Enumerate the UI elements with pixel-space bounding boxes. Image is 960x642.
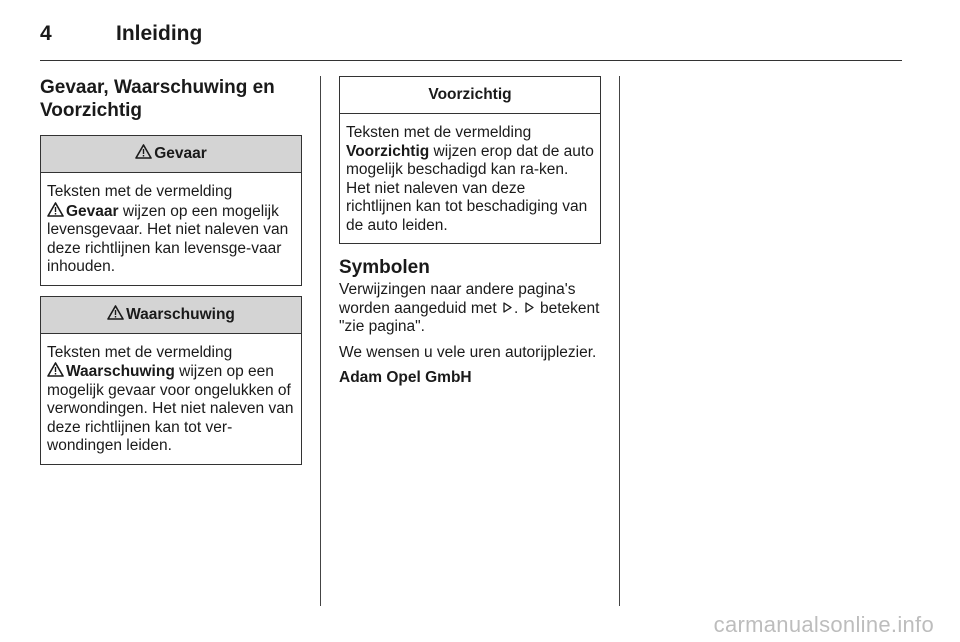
signature-text: Adam Opel GmbH: [339, 369, 472, 386]
column-divider: [619, 76, 620, 606]
gevaar-box-heading: [41, 136, 301, 173]
waarschuwing-text-after: wijzen op een mogelijk gevaar voor ongelukken of verwondingen. Het niet naleven van deze richtlijnen kan tot ver-wondingen leiden.: [47, 363, 294, 454]
watermark: carmanualsonline.info: [713, 612, 934, 637]
gevaar-box-body: [41, 173, 301, 285]
voorzichtig-text-after: wijzen erop dat de auto mogelijk beschadigd kan ra-ken. Het niet naleven van deze richtlijnen kan tot beschadiging van de auto leiden.: [346, 142, 594, 234]
page-header: [40, 20, 902, 60]
section-title: Gevaar, Waarschuwing en Voorzichtig: [40, 77, 275, 121]
page-reference-arrow-icon: [524, 302, 535, 313]
symbols-title: Symbolen: [339, 257, 430, 278]
gevaar-text-before: Teksten met de vermelding: [47, 183, 233, 200]
right-column: [339, 76, 601, 395]
symbols-paragraph: [339, 281, 601, 337]
chapter-title: Inleiding: [116, 22, 203, 45]
warning-triangle-icon: [107, 305, 124, 320]
voorzichtig-box-heading: Voorzichtig: [340, 77, 600, 114]
header-rule: [40, 60, 902, 61]
page-number: 4: [40, 22, 52, 45]
waarschuwing-box-heading: [41, 297, 301, 334]
waarschuwing-text-before: Teksten met de vermelding: [47, 343, 233, 361]
gevaar-heading-label: Gevaar: [154, 145, 207, 162]
waarschuwing-box: [40, 296, 302, 465]
left-column: [40, 76, 302, 475]
warning-triangle-icon: [47, 202, 64, 217]
gevaar-bold-term: Gevaar: [66, 202, 119, 220]
symbols-text-1: Verwijzingen naar andere pagina's worden aangeduid met: [339, 281, 576, 317]
gevaar-text-after: wijzen op een mogelijk levensgevaar. Het niet naleven van deze richtlijnen kan levensge-vaar inhouden.: [47, 202, 289, 275]
page-reference-arrow-icon: [502, 302, 513, 313]
voorzichtig-bold-term: Voorzichtig: [346, 142, 430, 160]
voorzichtig-box-body: [340, 114, 600, 243]
signature: [339, 369, 601, 388]
column-divider: [320, 76, 321, 606]
waarschuwing-box-body: [41, 334, 301, 464]
warning-triangle-icon: [47, 362, 64, 377]
symbols-text-2: .: [514, 299, 523, 317]
voorzichtig-box: [339, 76, 601, 244]
voorzichtig-text-before: Teksten met de vermelding: [346, 124, 532, 141]
waarschuwing-heading-label: Waarschuwing: [126, 305, 235, 323]
waarschuwing-bold-term: Waarschuwing: [66, 363, 175, 380]
gevaar-box: [40, 135, 302, 286]
warning-triangle-icon: [135, 144, 152, 159]
closing-text: We wensen u vele uren autorijplezier.: [339, 343, 597, 361]
symbols-text-3: betekent "zie pagina".: [339, 299, 600, 335]
